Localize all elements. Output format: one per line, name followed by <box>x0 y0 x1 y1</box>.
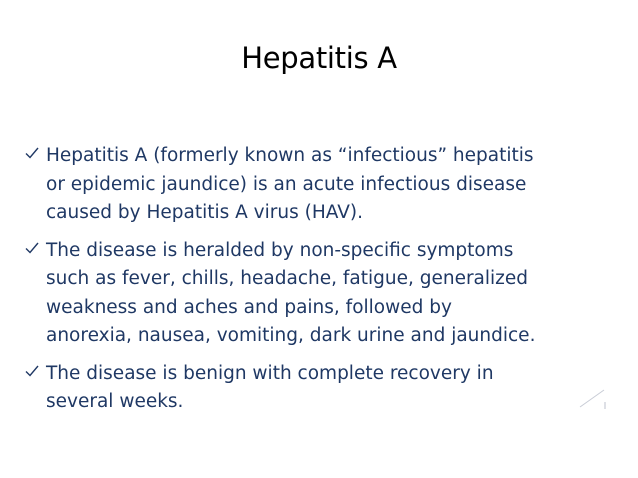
bullet-item <box>24 360 624 417</box>
bullet-text <box>46 237 624 351</box>
bullet-text <box>46 360 624 417</box>
check-icon <box>24 363 40 379</box>
bullet-line: such as fever, chills, headache, fatigue, generalized <box>46 268 529 289</box>
bullet-line: weakness and aches and pains, followed by <box>46 296 452 318</box>
bullet-item <box>24 237 624 351</box>
bullet-text <box>46 142 624 228</box>
bullet-line: caused by Hepatitis A virus (HAV). <box>46 202 363 223</box>
bullet-line: anorexia, nausea, vomiting, dark urine and jaundice. <box>46 325 536 346</box>
bullet-line: The disease is benign with complete recovery in <box>46 362 494 384</box>
check-icon <box>24 145 40 161</box>
bullet-line: The disease is heralded by non-specific symptoms <box>46 239 514 261</box>
bullet-line: several weeks. <box>46 391 184 412</box>
bullet-line: or epidemic jaundice) is an acute infectious disease <box>46 173 527 195</box>
bullet-list <box>24 142 624 426</box>
slide-title: Hepatitis A <box>241 41 397 75</box>
bullet-line: Hepatitis A (formerly known as “infectious” hepatitis <box>46 145 534 166</box>
corner-decoration-icon <box>578 388 608 410</box>
bullet-item <box>24 142 624 228</box>
check-icon <box>24 240 40 256</box>
